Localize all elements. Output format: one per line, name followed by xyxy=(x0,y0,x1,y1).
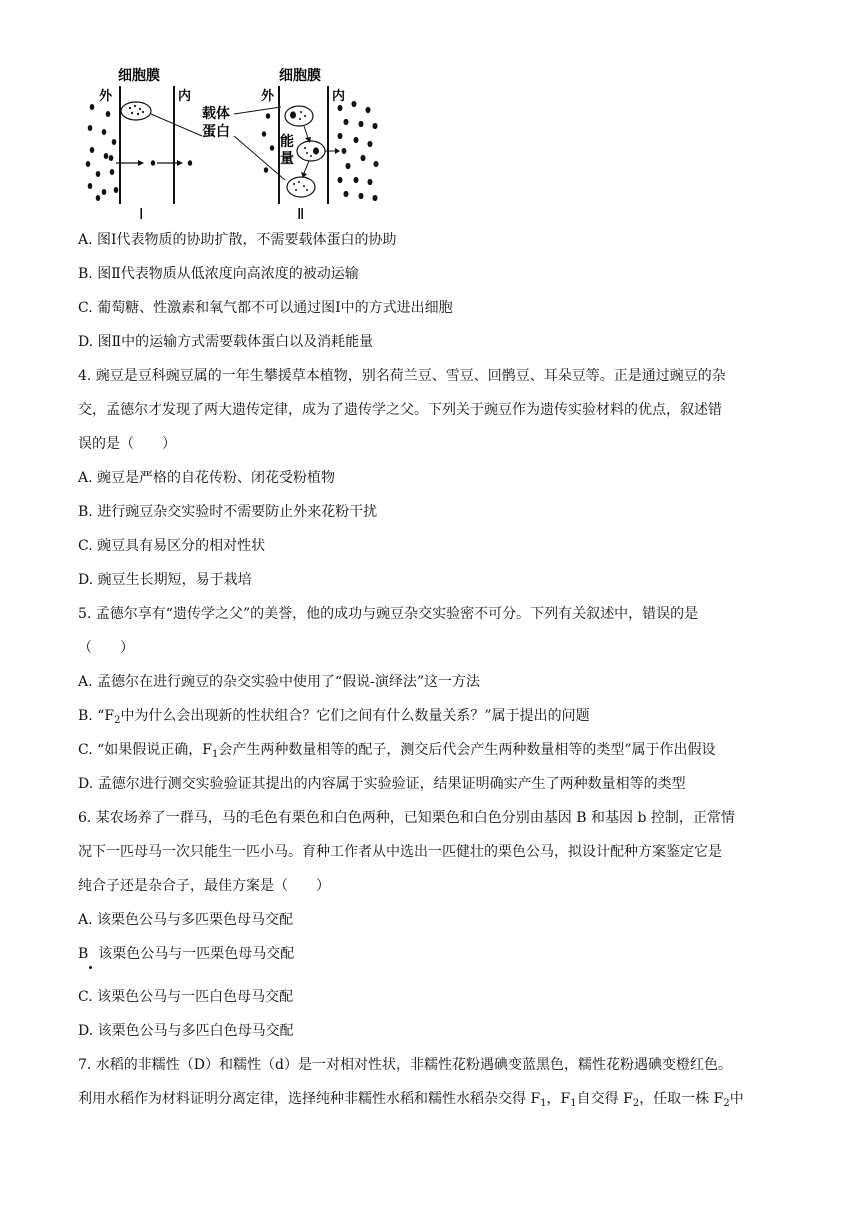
transport-diagram xyxy=(78,62,388,227)
q6-option-b-text: 该栗色公马与一匹栗色母马交配 xyxy=(98,946,295,962)
q6-option-a: A. 该栗色公马与多匹栗色母马交配 xyxy=(78,912,294,928)
q4-option-d: D. 豌豆生长期短，易于栽培 xyxy=(78,572,252,588)
q7-stem-2-d: ，任取一株 F xyxy=(639,1091,724,1107)
bound-molecule-2a xyxy=(290,111,296,118)
diffusion-arrowhead-1b xyxy=(177,160,183,166)
inside-molecule-1b xyxy=(188,160,192,166)
q6-stem-line-3: 纯合子还是杂合子，最佳方案是（ ） xyxy=(78,878,330,894)
q7-stem-2-c: 自交得 F xyxy=(576,1091,633,1107)
q7-stem-2-s4: 2 xyxy=(723,1098,730,1109)
carrier-protein-ellipse-1 xyxy=(121,102,151,120)
q6-option-b-letter: B xyxy=(78,946,89,962)
carrier-protein-ellipse-2c xyxy=(287,177,315,197)
carrier-cycle-arrow-1 xyxy=(304,126,308,138)
outside-label-1: 外 xyxy=(99,89,113,104)
outside-molecules-1 xyxy=(86,104,119,201)
q5-stem-line-1: 5. 孟德尔享有“遗传学之父”的美誉，他的成功与豌豆杂交实验密不可分。下列有关叙述中，错误的是 xyxy=(78,606,699,622)
q5-option-b-sub: 2 xyxy=(114,715,121,726)
energy-label-line1: 能 xyxy=(280,134,294,150)
carrier-cycle-arrow-2 xyxy=(304,161,309,173)
q6-stem-line-1: 6. 某农场养了一群马，马的毛色有栗色和白色两种，已知栗色和白色分别由基因 B 和基因 b 控制，正常情 xyxy=(78,810,735,826)
q6-option-b-dot xyxy=(89,966,92,969)
roman-label-2: Ⅱ xyxy=(297,205,305,223)
q4-stem-line-2: 交，孟德尔才发现了两大遗传定律，成为了遗传学之父。下列关于豌豆作为遗传实验材料的优点，叙述错 xyxy=(78,402,722,418)
carrier-pointer-3 xyxy=(234,136,285,180)
carrier-pointer-1 xyxy=(151,114,202,136)
carrier-label-line2: 蛋白 xyxy=(202,124,230,140)
q5-stem-line-2: （ ） xyxy=(78,640,134,656)
q4-option-c: C. 豌豆具有易区分的相对性状 xyxy=(78,538,266,554)
carrier-dots-2b xyxy=(304,147,312,157)
membrane-label-1: 细胞膜 xyxy=(118,68,160,84)
carrier-protein-ellipse-2a xyxy=(285,106,313,126)
q7-stem-2-a: 利用水稻作为材料证明分离定律，选择纯种非糯性水稻和糯性水稻杂交得 F xyxy=(78,1091,541,1107)
q5-option-c-sub: 1 xyxy=(211,749,219,760)
carrier-label-line1: 载体 xyxy=(202,106,230,122)
q7-stem-line-1: 7. 水稻的非糯性（D）和糯性（d）是一对相对性状，非糯性花粉遇碘变蓝黑色，糯性花粉遇碘变橙红色。 xyxy=(78,1057,732,1073)
q7-stem-2-s3: 2 xyxy=(632,1098,640,1109)
release-arrowhead-2 xyxy=(335,148,340,154)
inside-molecule-1a xyxy=(151,160,155,166)
membrane-label-2: 细胞膜 xyxy=(279,68,321,84)
outside-molecules-2 xyxy=(262,113,274,173)
q4-stem-line-1: 4. 豌豆是豆科豌豆属的一年生攀援草本植物，别名荷兰豆、雪豆、回鹘豆、耳朵豆等。正是通过豌豆的杂 xyxy=(78,368,726,384)
q7-stem-2-s2: 1 xyxy=(570,1098,577,1109)
carrier-pointer-2 xyxy=(234,107,281,114)
q6-option-b xyxy=(78,945,294,963)
q4-stem-line-3: 误的是（ ） xyxy=(78,436,176,452)
energy-label-line2: 量 xyxy=(280,151,294,167)
q5-option-b xyxy=(78,707,590,730)
bound-molecule-2b xyxy=(313,147,319,154)
q7-stem-2-e: 中 xyxy=(729,1091,744,1107)
carrier-dots-2c xyxy=(293,181,308,191)
q5-option-c-pre: C. “如果假说正确，F xyxy=(78,742,212,758)
q5-option-c-post: 会产生两种数量相等的配子，测交后代会产生两种数量相等的类型”属于作出假设 xyxy=(218,742,716,758)
q6-option-c: C. 该栗色公马与一匹白色母马交配 xyxy=(78,989,294,1005)
released-molecule-2 xyxy=(342,148,347,154)
carrier-dots-2a xyxy=(299,111,306,120)
outside-label-2: 外 xyxy=(261,89,275,104)
q3-option-b: B. 图Ⅱ代表物质从低浓度向高浓度的被动运输 xyxy=(78,266,359,282)
carrier-dots-1 xyxy=(129,105,144,115)
q6-option-d: D. 该栗色公马与多匹白色母马交配 xyxy=(78,1023,294,1039)
inside-label-2: 内 xyxy=(332,89,346,104)
q5-option-c xyxy=(78,741,716,764)
roman-label-1: Ⅰ xyxy=(139,205,144,223)
q3-option-a: A. 图Ⅰ代表物质的协助扩散，不需要载体蛋白的协助 xyxy=(78,232,397,248)
q5-option-b-post: 中为什么会出现新的性状组合？它们之间有什么数量关系？”属于提出的问题 xyxy=(120,708,590,724)
q6-stem-line-2: 况下一匹母马一次只能生一匹小马。育种工作者从中选出一匹健壮的栗色公马，拟设计配种方案鉴定它是 xyxy=(78,844,722,860)
q7-stem-2-s1: 1 xyxy=(540,1098,547,1109)
q7-stem-2-b: ，F xyxy=(546,1091,571,1107)
q5-option-d: D. 孟德尔进行测交实验验证其提出的内容属于实验验证，结果证明确实产生了两种数量相等的类型 xyxy=(78,776,686,792)
q5-option-a: A. 孟德尔在进行豌豆的杂交实验中使用了“假说-演绎法”这一方法 xyxy=(78,674,481,690)
q3-option-d: D. 图Ⅱ中的运输方式需要载体蛋白以及消耗能量 xyxy=(78,334,374,350)
q4-option-a: A. 豌豆是严格的自花传粉、闭花受粉植物 xyxy=(78,470,336,486)
inside-label-1: 内 xyxy=(178,89,192,104)
carrier-protein-ellipse-2b xyxy=(297,141,325,161)
q5-option-b-pre: B. “F xyxy=(78,708,115,724)
diffusion-arrowhead-1a xyxy=(138,160,144,166)
q7-stem-line-2 xyxy=(78,1090,744,1113)
q3-option-c: C. 葡萄糖、性激素和氧气都不可以通过图Ⅰ中的方式进出细胞 xyxy=(78,300,453,316)
q4-option-b: B. 进行豌豆杂交实验时不需要防止外来花粉干扰 xyxy=(78,504,378,520)
